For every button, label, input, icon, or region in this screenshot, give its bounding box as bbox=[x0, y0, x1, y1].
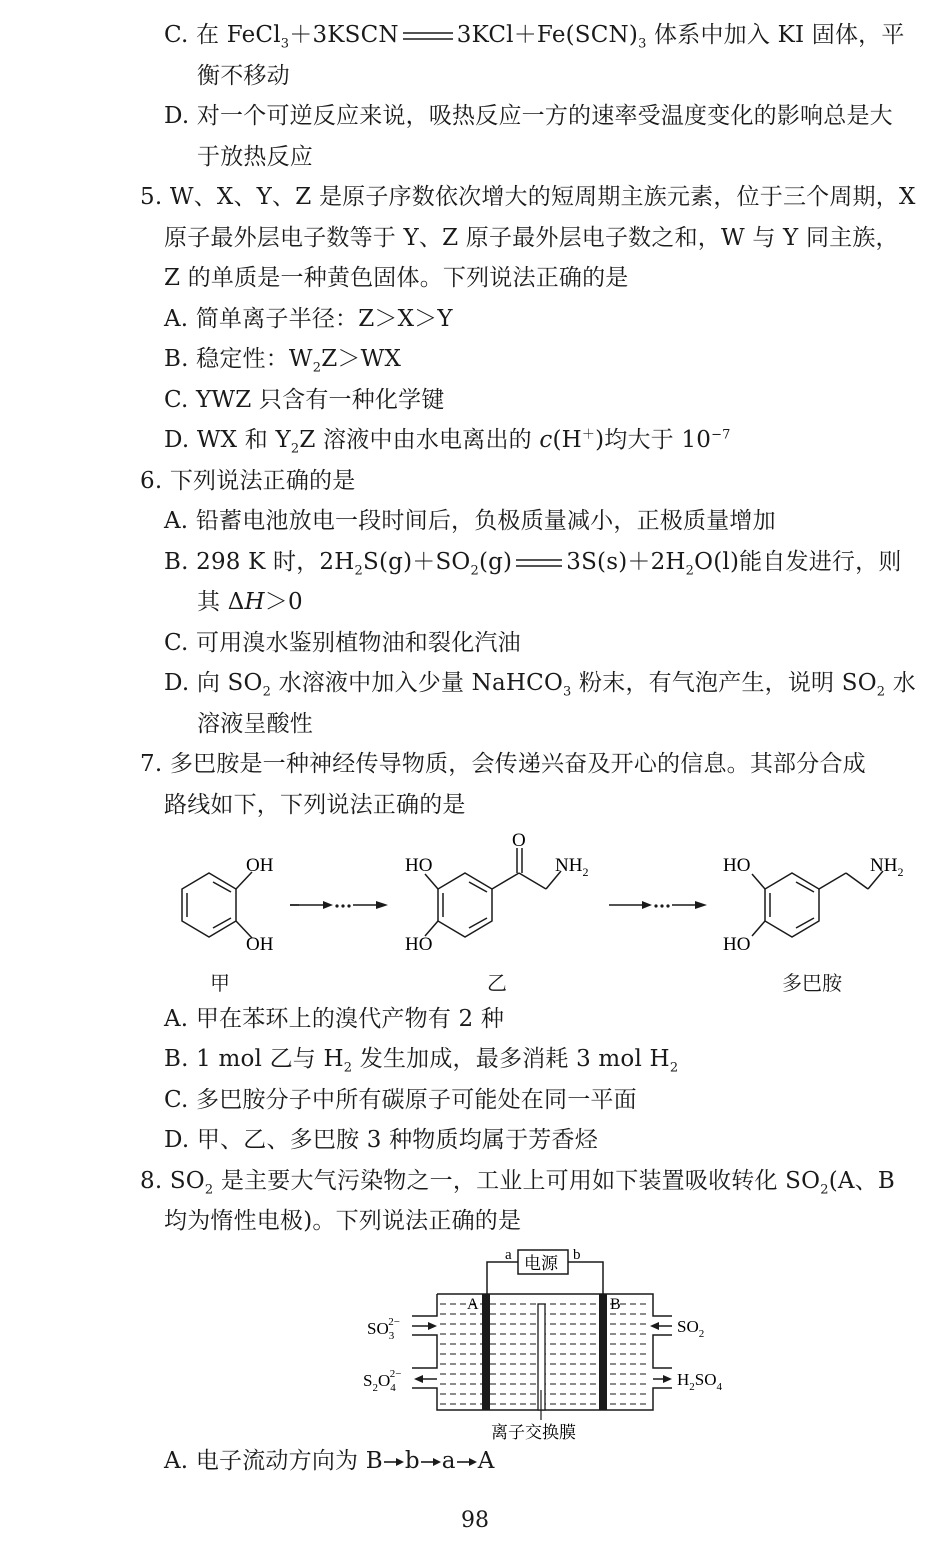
power-supply-label: 电源 bbox=[524, 1254, 558, 1273]
q4-option-c-line2: 衡不移动 bbox=[197, 63, 290, 89]
yi-ho-label-1: HO bbox=[405, 855, 433, 876]
sulfite-ion-label: $SO_32-$ bbox=[367, 1316, 400, 1342]
q5-stem-line1: 5. W、X、Y、Z 是原子序数依次增大的短周期主族元素，位于三个周期，X bbox=[140, 184, 916, 210]
q7-option-b: B. 1 mol 乙与 $H_2$ 发生加成，最多消耗 3 mol $H_2$ bbox=[164, 1046, 679, 1076]
q5-option-b: B. 稳定性：$W_2Z>WX$ bbox=[164, 346, 402, 376]
yi-ho-label-2: HO bbox=[405, 934, 433, 955]
q6-option-a: A. 铅蓄电池放电一段时间后，负极质量减小，正极质量增加 bbox=[164, 508, 776, 534]
reaction-arrow-1 bbox=[290, 900, 389, 910]
dopamine-nh2-label: $NH_2$ bbox=[870, 855, 904, 879]
q7-option-a: A. 甲在苯环上的溴代产物有 2 种 bbox=[164, 1006, 505, 1032]
compound-jia-structure bbox=[182, 872, 252, 938]
so2-inlet-label: $SO_2$ bbox=[677, 1317, 705, 1340]
compound-dopamine-structure bbox=[752, 871, 883, 937]
jia-oh-label-1: OH bbox=[246, 855, 274, 876]
q4-option-c-line1: C. 在 FeCl$_3$＋3KSCN $3KCl+Fe(SCN)_3$ 体系中加入 KI 固体，平 bbox=[164, 22, 905, 52]
membrane-label: 离子交换膜 bbox=[491, 1423, 576, 1442]
compound-yi-structure bbox=[425, 848, 561, 937]
sulfuric-acid-outlet-label: $H_2SO_4$ bbox=[677, 1370, 723, 1393]
dopamine-ho-label-2: HO bbox=[723, 934, 751, 955]
q6-option-b-line2: 其 ΔH＞0 bbox=[197, 589, 303, 615]
q7-option-d: D. 甲、乙、多巴胺 3 种物质均属于芳香烃 bbox=[164, 1127, 598, 1153]
q6-option-d-line2: 溶液呈酸性 bbox=[197, 711, 313, 737]
q7-stem-line2: 路线如下，下列说法正确的是 bbox=[164, 792, 466, 818]
reaction-equals-sign bbox=[514, 556, 564, 570]
q5-stem-line3: Z 的单质是一种黄色固体。下列说法正确的是 bbox=[164, 265, 629, 291]
right-arrow-icon bbox=[456, 1456, 478, 1468]
yi-nh2-label: $NH_2$ bbox=[555, 855, 589, 879]
q4-option-d-line2: 于放热反应 bbox=[197, 144, 313, 170]
q5-option-c: C. YWZ 只含有一种化学键 bbox=[164, 387, 445, 413]
q8-option-a: A. 电子流动方向为 B b a A bbox=[164, 1448, 495, 1474]
q6-stem: 6. 下列说法正确的是 bbox=[140, 468, 356, 494]
equilibrium-equals-sign bbox=[401, 29, 455, 43]
terminal-b-label: b bbox=[573, 1247, 581, 1263]
q6-option-c: C. 可用溴水鉴别植物油和裂化汽油 bbox=[164, 630, 521, 656]
right-arrow-icon bbox=[420, 1456, 442, 1468]
electrode-a-label: A bbox=[467, 1296, 479, 1313]
page-number: 98 bbox=[461, 1508, 489, 1533]
electrode-b bbox=[599, 1294, 607, 1410]
q8-stem-line1: 8. $SO_2$ 是主要大气污染物之一，工业上可用如下装置吸收转化 $SO_2(A$、B bbox=[140, 1168, 895, 1198]
q4-option-d-line1: D. 对一个可逆反应来说，吸热反应一方的速率受温度变化的影响总是大 bbox=[164, 103, 893, 129]
reaction-arrow-2 bbox=[609, 901, 707, 909]
label-jia: 甲 bbox=[210, 971, 230, 995]
dopamine-ho-label-1: HO bbox=[723, 855, 751, 876]
jia-oh-label-2: OH bbox=[246, 934, 274, 955]
q5-option-a: A. 简单离子半径：Z＞X＞Y bbox=[164, 306, 453, 332]
q6-option-b-line1: B. 298 K 时，$2H_2S(g)+SO_2(g)$ $3S(s)+2H_2O(l)$能自发进行，则 bbox=[164, 549, 902, 579]
right-arrow-icon bbox=[383, 1456, 405, 1468]
electrode-a bbox=[482, 1294, 490, 1410]
q7-stem-line1: 7. 多巴胺是一种神经传导物质，会传递兴奋及开心的信息。其部分合成 bbox=[140, 751, 866, 777]
q5-option-d: D. WX 和 $Y_2Z$ 溶液中由水电离出的 c(H＋)均大于 $10^{-7}$ bbox=[164, 427, 731, 457]
q8-stem-line2: 均为惰性电极)。下列说法正确的是 bbox=[164, 1208, 522, 1234]
terminal-a-label: a bbox=[505, 1247, 512, 1263]
yi-carbonyl-o-label: O bbox=[512, 830, 526, 851]
q6-option-d-line1: D. 向 $SO_2$ 水溶液中加入少量 NaHCO$_3$ 粉末，有气泡产生，说明 $SO_2$ 水 bbox=[164, 670, 916, 700]
q7-option-c: C. 多巴胺分子中所有碳原子可能处在同一平面 bbox=[164, 1087, 637, 1113]
electrolysis-apparatus-figure bbox=[0, 1242, 950, 1442]
label-dopamine: 多巴胺 bbox=[782, 971, 842, 995]
q5-stem-line2: 原子最外层电子数等于 Y、Z 原子最外层电子数之和，W 与 Y 同主族， bbox=[164, 225, 899, 251]
dithionite-ion-label: $S_2O_42-$ bbox=[363, 1368, 402, 1394]
label-yi: 乙 bbox=[487, 971, 507, 995]
electrode-b-label: B bbox=[610, 1296, 621, 1313]
